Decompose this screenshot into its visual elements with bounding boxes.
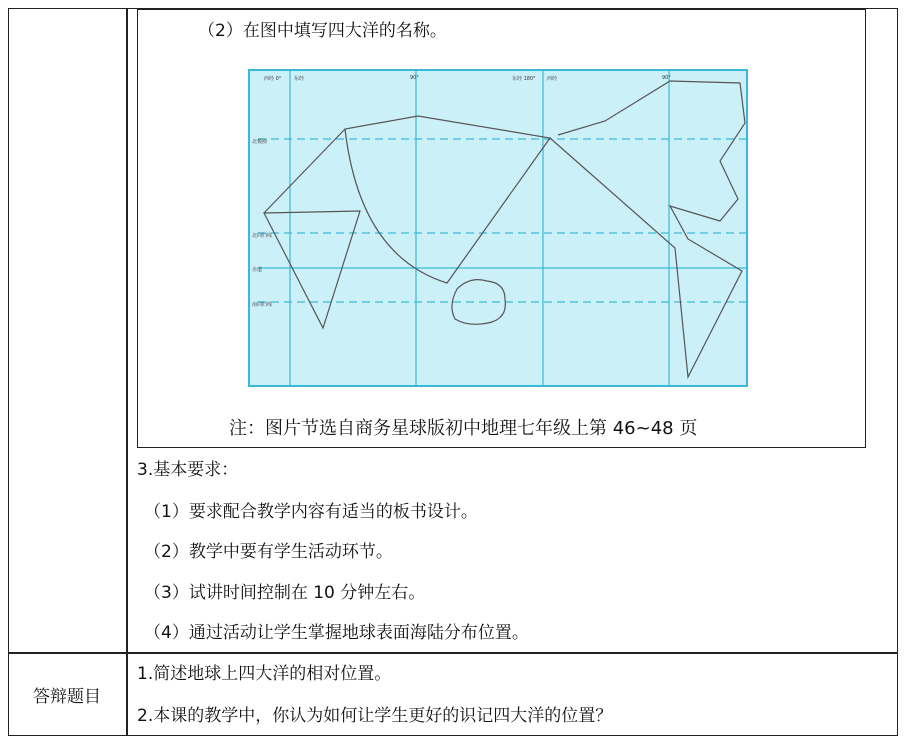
africa-outline (264, 211, 360, 328)
requirements-heading: 3.基本要求： (137, 460, 239, 480)
defense-question: 1.简述地球上四大洋的相对位置。 (137, 664, 392, 684)
map-top-label: 东经 180° (512, 76, 536, 82)
map-left-label: 北极圈 (252, 139, 268, 145)
column-divider (126, 8, 128, 736)
requirement-item: （4）通过活动让学生掌握地球表面海陆分布位置。 (144, 623, 529, 643)
row-divider (8, 652, 898, 654)
world-map-outline (250, 71, 746, 385)
requirement-item: （1）要求配合教学内容有适当的板书设计。 (144, 502, 478, 522)
requirement-item: （2）教学中要有学生活动环节。 (144, 542, 393, 562)
map-top-label: 西经 (547, 76, 558, 82)
map-top-label: 90° (410, 75, 419, 81)
defense-question: 2.本课的教学中，你认为如何让学生更好的识记四大洋的位置？ (137, 706, 613, 726)
eurasia-outline (264, 116, 550, 283)
map-top-label: 东经 (294, 76, 305, 82)
map-left-label: 北回归线 (252, 233, 273, 239)
world-map (248, 69, 748, 387)
requirement-item: （3）试讲时间控制在 10 分钟左右。 (144, 583, 426, 603)
americas-outline (550, 81, 745, 377)
map-left-label: 赤道 (252, 267, 263, 273)
map-top-label: 西经 0° (264, 76, 282, 82)
map-note: 注：图片节选自商务星球版初中地理七年级上第 46~48 页 (229, 418, 698, 439)
task-instruction: （2）在图中填写四大洋的名称。 (198, 21, 447, 41)
map-top-label: 90° (662, 75, 671, 81)
map-left-label: 南回归线 (252, 302, 273, 308)
defense-label: 答辩题目 (33, 687, 101, 707)
